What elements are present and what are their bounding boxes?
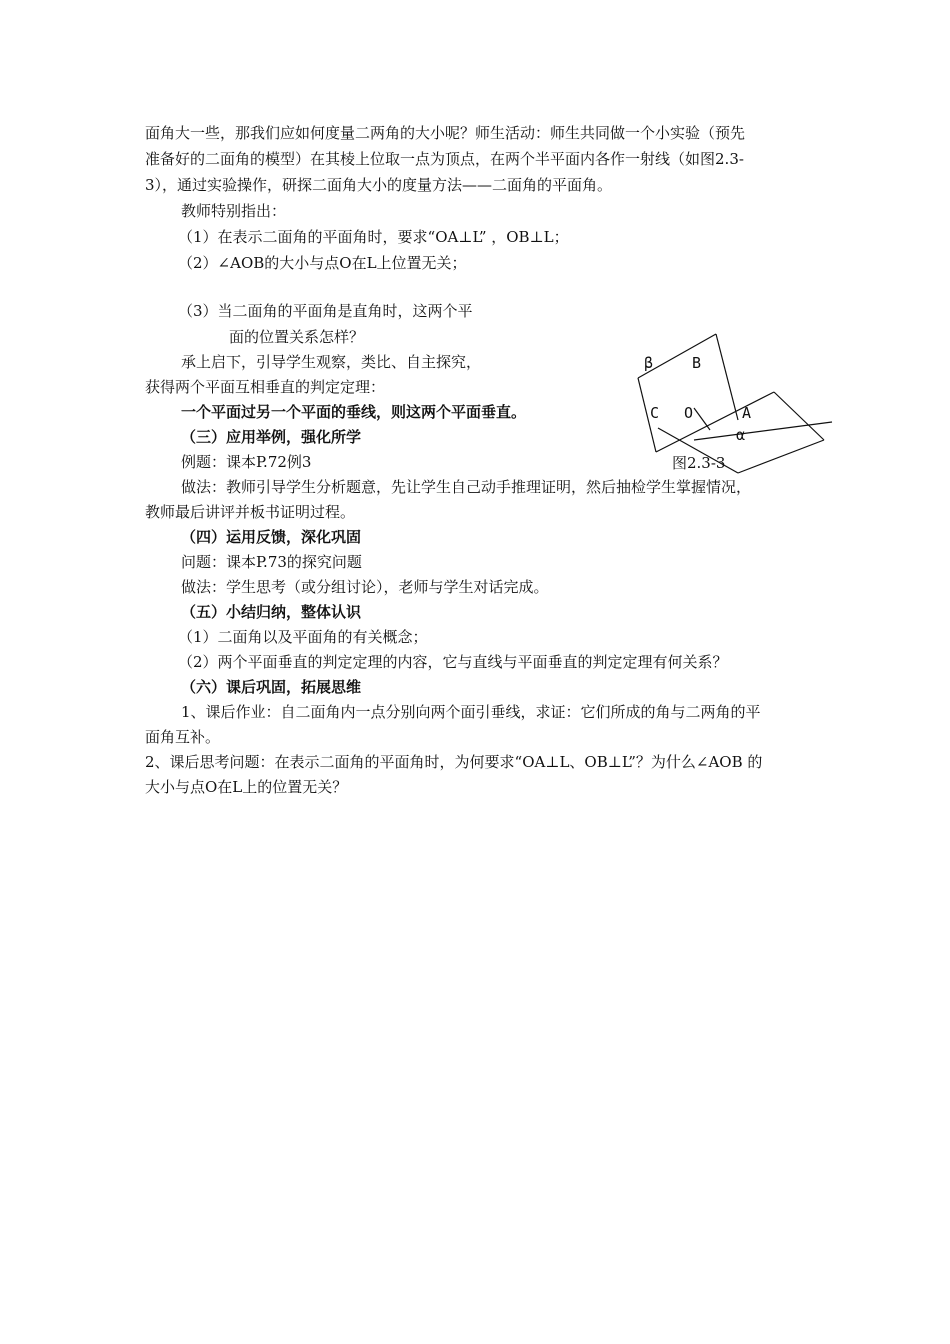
text-line-24: 面角互补。 <box>145 728 221 746</box>
text-line-3: 3），通过实验操作，研探二面角大小的度量方法——二面角的平面角。 <box>145 176 613 194</box>
label-c: C <box>650 404 660 422</box>
text-line-9: 承上启下，引导学生观察，类比、自主探究， <box>181 353 482 371</box>
section-heading-6: （六）课后巩固，拓展思维 <box>181 678 362 696</box>
text-line-26: 大小与点O在L上的位置无关？ <box>145 778 348 796</box>
plane-beta-right-edge <box>716 334 738 420</box>
label-a: A <box>742 404 752 422</box>
text-line-7: （3）当二面角的平面角是直角时，这两个平 <box>178 302 473 320</box>
text-line-5: （1）在表示二面角的平面角时，要求“OA⊥L” ，OB⊥L； <box>178 228 569 246</box>
text-line-20: （1）二面角以及平面角的有关概念； <box>178 628 428 646</box>
section-heading-4: （四）运用反馈，深化巩固 <box>181 528 362 546</box>
edge-line-l <box>656 392 774 452</box>
label-alpha: α <box>736 426 746 444</box>
text-line-4: 教师特别指出： <box>181 202 287 220</box>
section-heading-5: （五）小结归纳，整体认识 <box>181 603 362 621</box>
plane-alpha-bottom-edge <box>738 440 824 473</box>
text-line-25: 2、课后思考问题：在表示二面角的平面角时，为何要求“OA⊥L、OB⊥L”？为什么∠AOB 的 <box>145 753 763 771</box>
text-line-8: 面的位置关系怎样？ <box>229 328 365 346</box>
text-line-23: 1、课后作业：自二面角内一点分别向两个面引垂线，求证：它们所成的角与二两角的平 <box>181 703 761 721</box>
ray-ob <box>694 408 710 430</box>
text-line-15: 教师最后讲评并板书证明过程。 <box>145 503 356 521</box>
text-line-1: 面角大一些，那我们应如何度量二两角的大小呢？师生活动：师生共同做一个小实验（预先 <box>145 124 746 142</box>
section-heading-3: （三）应用举例，强化所学 <box>181 428 362 446</box>
text-line-10: 获得两个平面互相垂直的判定定理： <box>145 378 386 396</box>
text-line-13: 例题：课本P.72例3 <box>181 453 312 471</box>
theorem-statement: 一个平面过另一个平面的垂线，则这两个平面垂直。 <box>181 403 527 421</box>
text-line-6: （2）∠AOB的大小与点O在L上位置无关； <box>178 254 467 272</box>
label-b: B <box>692 354 702 372</box>
plane-alpha-right-edge <box>774 392 824 440</box>
label-beta: β <box>644 354 654 372</box>
label-o: O <box>684 404 694 422</box>
text-line-17: 问题：课本P.73的探究问题 <box>181 553 362 571</box>
text-line-18: 做法：学生思考（或分组讨论），老师与学生对话完成。 <box>181 578 549 596</box>
text-line-14: 做法：教师引导学生分析题意，先让学生自己动手推理证明，然后抽检学生掌握情况， <box>181 478 752 496</box>
text-line-2: 准备好的二面角的模型）在其棱上位取一点为顶点，在两个半平面内各作一射线（如图2.3- <box>145 150 744 168</box>
dihedral-angle-figure <box>626 330 836 480</box>
figure-caption: 图2.3-3 <box>672 454 726 472</box>
ray-oa <box>694 422 832 440</box>
text-line-21: （2）两个平面垂直的判定定理的内容，它与直线与平面垂直的判定定理有何关系？ <box>178 653 728 671</box>
